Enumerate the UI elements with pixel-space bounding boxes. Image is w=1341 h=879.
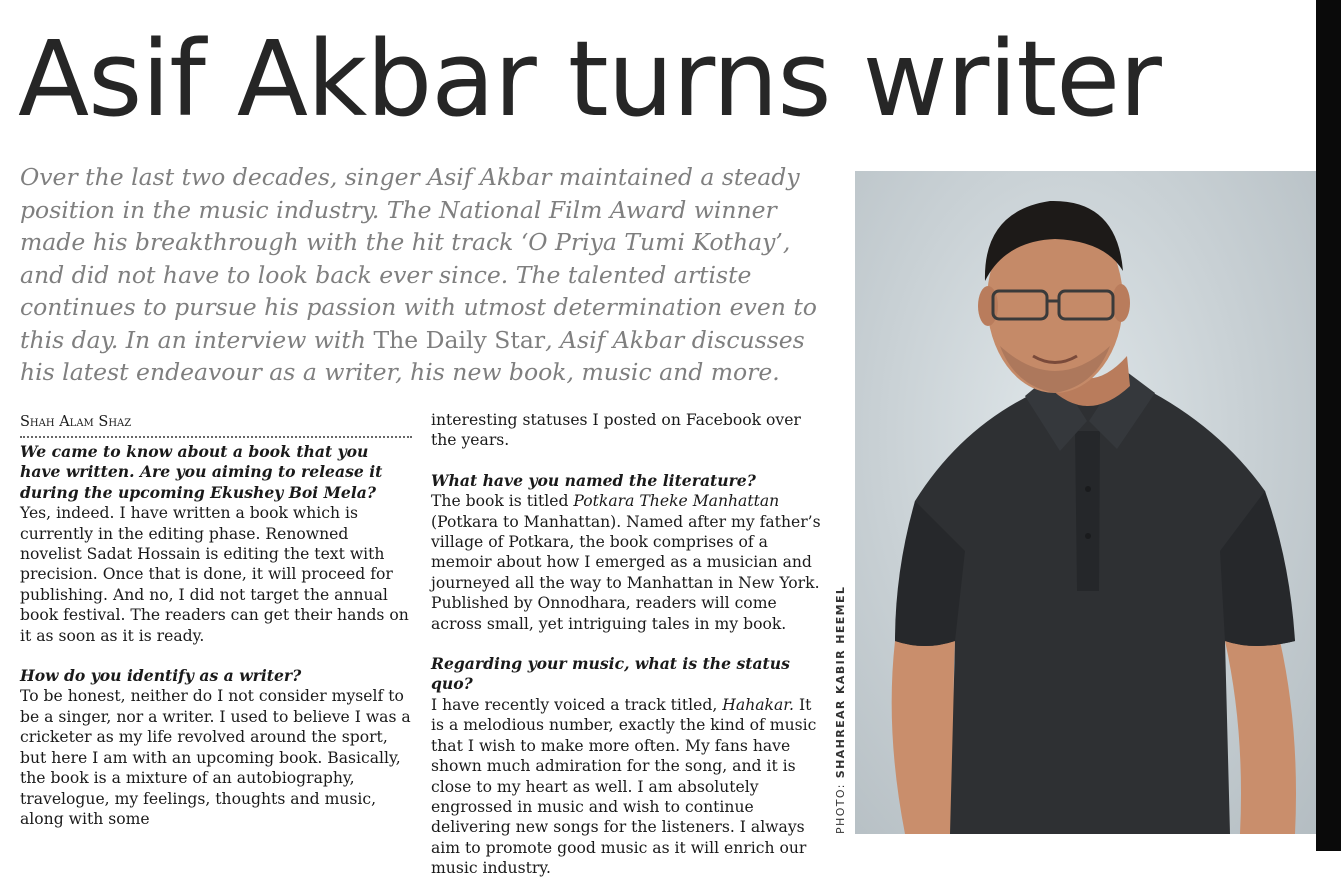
byline: Shah Alam Shaz [20, 410, 412, 438]
article-column-1 [20, 410, 412, 829]
answer-3-text-a: The book is titled [431, 492, 574, 511]
standfirst [20, 161, 830, 389]
question-4: Regarding your music, what is the status quo? [431, 654, 790, 694]
standfirst-outro: , Asif Akbar discusses his latest endeavour as a writer, his new book, music and more. [20, 325, 805, 386]
answer-4-text-b: It is a melodious number, exactly the kind of music that I wish to make more often. My fans have shown much admiration for the song, and it is close to my heart as well. I am absolutely engrossed in music and wish to continue delivering new songs for the listeners. I always aim to promote good music as it will enrich our music industry. [431, 695, 817, 878]
answer-3 [431, 491, 829, 634]
answer-1: Yes, indeed. I have written a book which is currently in the editing phase. Renowned novelist Sadat Hossain is editing the text with precision. Once that is done, it will proceed for publishing. And no, I did not target the annual book festival. The readers can get their hands on it as soon as it is ready. [20, 504, 409, 645]
publication-name: The Daily Star [373, 325, 546, 354]
photo-credit-prefix: PHOTO: [834, 778, 847, 834]
answer-3-text-b: (Potkara to Manhattan). Named after my father’s village of Potkara, the book comprises of a memoir about how I emerged as a musician and journeyed all the way to Manhattan in New York. Published by Onnodhara, readers will come across small, yet intriguing tales in my book. [431, 512, 821, 633]
song-title: Hahakar. [722, 695, 794, 714]
article-column-2 [431, 410, 829, 879]
headline: Asif Akbar turns writer [18, 18, 1161, 140]
portrait-photo [855, 171, 1316, 834]
question-2: How do you identify as a writer? [20, 666, 302, 686]
answer-4-text-a: I have recently voiced a track titled, [431, 695, 723, 714]
book-title: Potkara Theke Manhattan [573, 492, 780, 511]
question-1: We came to know about a book that you have written. Are you aiming to release it during the upcoming Ekushey Boi Mela? [20, 442, 383, 502]
portrait-illustration [855, 171, 1316, 834]
answer-2: To be honest, neither do I not consider myself to be a singer, nor a writer. I used to believe I was a cricketer as my life revolved around the sport, but here I am with an upcoming book. Basically, the book is a mixture of an autobiography, travelogue, my feelings, thoughts and music, along with some [20, 687, 411, 828]
answer-2-continued: interesting statuses I posted on Facebook over the years. [431, 411, 801, 450]
page-edge-strip [1316, 0, 1341, 851]
standfirst-intro: Over the last two decades, singer Asif Akbar maintained a steady position in the music industry. The National Film Award winner made his breakthrough with the hit track ‘O Priya Tumi Kothay’, and did not have to look back ever since. The talented artiste continues to pursue his passion with utmost determination even to this day. In an interview with [20, 163, 817, 354]
photo-credit [834, 586, 847, 834]
photo-credit-name: SHAHREAR KABIR HEEMEL [834, 585, 847, 779]
question-3: What have you named the literature? [431, 470, 756, 490]
